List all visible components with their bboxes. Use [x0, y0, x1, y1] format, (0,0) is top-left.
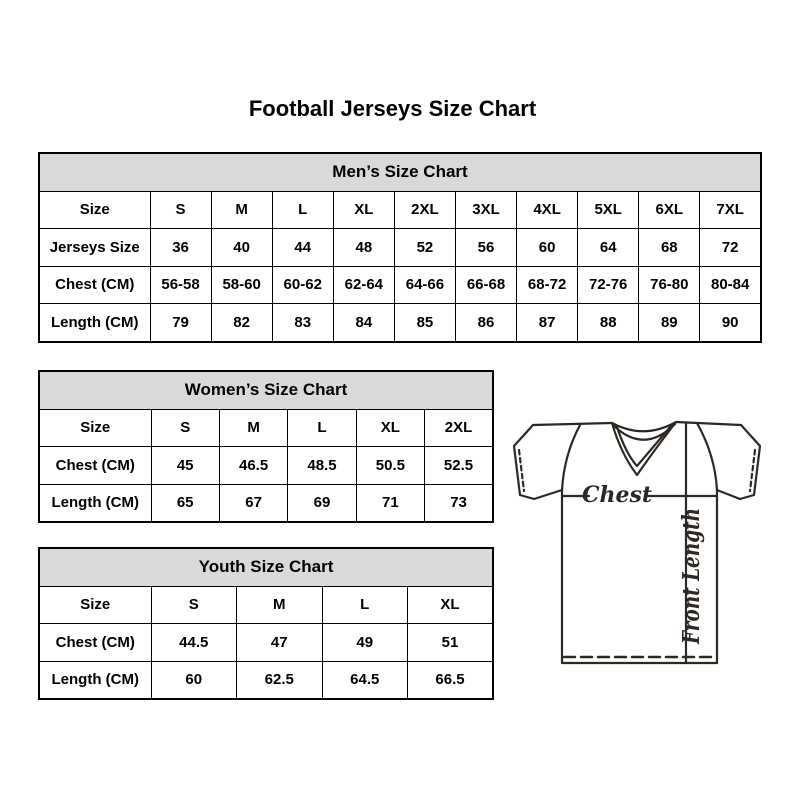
value-cell: 86 — [455, 304, 516, 342]
size-table — [38, 547, 494, 700]
row-label-cell: Chest (CM) — [39, 624, 151, 662]
value-cell: 58-60 — [211, 266, 272, 304]
table-row — [39, 586, 493, 624]
row-label-cell: Size — [39, 409, 151, 447]
value-cell: 5XL — [578, 191, 639, 229]
womens-size-table — [38, 370, 494, 523]
value-cell: L — [322, 586, 408, 624]
value-cell: 65 — [151, 484, 219, 522]
value-cell: 85 — [394, 304, 455, 342]
table-title: Women’s Size Chart — [39, 371, 493, 409]
value-cell: 45 — [151, 447, 219, 485]
value-cell: 44.5 — [151, 624, 237, 662]
value-cell: 60 — [517, 229, 578, 267]
size-table — [38, 152, 762, 343]
value-cell: 84 — [333, 304, 394, 342]
value-cell: 50.5 — [356, 447, 424, 485]
value-cell: 49 — [322, 624, 408, 662]
table-row — [39, 304, 761, 342]
value-cell: 76-80 — [639, 266, 700, 304]
value-cell: 64.5 — [322, 661, 408, 699]
value-cell: 68-72 — [517, 266, 578, 304]
value-cell: 56-58 — [150, 266, 211, 304]
value-cell: 2XL — [425, 409, 493, 447]
value-cell: XL — [333, 191, 394, 229]
table-row — [39, 624, 493, 662]
table-row — [39, 484, 493, 522]
value-cell: 62-64 — [333, 266, 394, 304]
page-title: Football Jerseys Size Chart — [248, 96, 537, 121]
value-cell: 90 — [700, 304, 761, 342]
jersey-right-sleeve — [676, 422, 760, 499]
value-cell: 48 — [333, 229, 394, 267]
table-row — [39, 266, 761, 304]
value-cell: M — [211, 191, 272, 229]
value-cell: L — [272, 191, 333, 229]
value-cell: S — [150, 191, 211, 229]
value-cell: 60-62 — [272, 266, 333, 304]
value-cell: 48.5 — [288, 447, 356, 485]
row-label-cell: Chest (CM) — [39, 447, 151, 485]
value-cell: 7XL — [700, 191, 761, 229]
value-cell: S — [151, 586, 237, 624]
value-cell: L — [288, 409, 356, 447]
value-cell: 88 — [578, 304, 639, 342]
value-cell: 3XL — [455, 191, 516, 229]
value-cell: 52 — [394, 229, 455, 267]
value-cell: 52.5 — [425, 447, 493, 485]
jersey-outline — [514, 422, 760, 663]
row-label-cell: Jerseys Size — [39, 229, 150, 267]
value-cell: XL — [408, 586, 494, 624]
row-label-cell: Chest (CM) — [39, 266, 150, 304]
row-label-cell: Length (CM) — [39, 484, 151, 522]
value-cell: M — [237, 586, 323, 624]
value-cell: 47 — [237, 624, 323, 662]
value-cell: 87 — [517, 304, 578, 342]
row-label-cell: Length (CM) — [39, 304, 150, 342]
value-cell: 72-76 — [578, 266, 639, 304]
value-cell: 6XL — [639, 191, 700, 229]
table-row — [39, 409, 493, 447]
table-row — [39, 661, 493, 699]
value-cell: 4XL — [517, 191, 578, 229]
value-cell: 51 — [408, 624, 494, 662]
value-cell: 79 — [150, 304, 211, 342]
jersey-measurement-diagram — [500, 410, 770, 680]
value-cell: 36 — [150, 229, 211, 267]
value-cell: 89 — [639, 304, 700, 342]
youth-size-table — [38, 547, 494, 700]
value-cell: 80-84 — [700, 266, 761, 304]
value-cell: 46.5 — [219, 447, 287, 485]
value-cell: 69 — [288, 484, 356, 522]
row-label-cell: Size — [39, 586, 151, 624]
value-cell: 2XL — [394, 191, 455, 229]
table-title: Youth Size Chart — [39, 548, 493, 586]
value-cell: 82 — [211, 304, 272, 342]
value-cell: 44 — [272, 229, 333, 267]
value-cell: S — [151, 409, 219, 447]
value-cell: 83 — [272, 304, 333, 342]
value-cell: 56 — [455, 229, 516, 267]
value-cell: 71 — [356, 484, 424, 522]
value-cell: 67 — [219, 484, 287, 522]
value-cell: 60 — [151, 661, 237, 699]
table-row — [39, 229, 761, 267]
table-title: Men’s Size Chart — [39, 153, 761, 191]
value-cell: 72 — [700, 229, 761, 267]
value-cell: 73 — [425, 484, 493, 522]
row-label-cell: Size — [39, 191, 150, 229]
value-cell: M — [219, 409, 287, 447]
value-cell: 64 — [578, 229, 639, 267]
front-length-label: Front Length — [678, 474, 705, 644]
chest-label: Chest — [581, 482, 653, 508]
value-cell: 40 — [211, 229, 272, 267]
value-cell: 66.5 — [408, 661, 494, 699]
row-label-cell: Length (CM) — [39, 661, 151, 699]
value-cell: 66-68 — [455, 266, 516, 304]
value-cell: XL — [356, 409, 424, 447]
table-row — [39, 191, 761, 229]
size-table — [38, 370, 494, 523]
right-sleeve-seam — [697, 423, 717, 490]
value-cell: 64-66 — [394, 266, 455, 304]
table-row — [39, 447, 493, 485]
value-cell: 68 — [639, 229, 700, 267]
mens-size-table — [38, 152, 762, 343]
value-cell: 62.5 — [237, 661, 323, 699]
left-sleeve-seam — [562, 425, 580, 490]
